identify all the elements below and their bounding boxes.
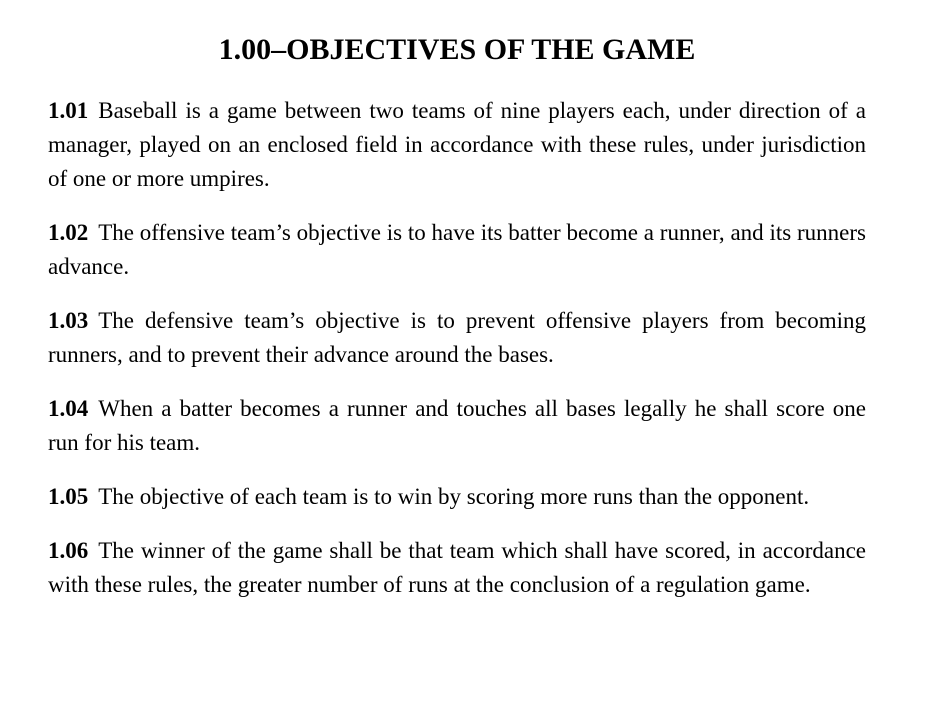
rule-paragraph-1-04 [48, 392, 866, 460]
rule-number: 1.06 [48, 538, 89, 563]
rule-paragraph-1-05 [48, 480, 866, 514]
rule-number: 1.04 [48, 396, 89, 421]
rule-paragraph-1-01 [48, 94, 866, 196]
rule-text: The offensive team’s objective is to have its batter become a runner, and its runners advance. [48, 220, 866, 279]
rule-paragraph-1-06 [48, 534, 866, 602]
rule-paragraph-1-03 [48, 304, 866, 372]
rule-text: The defensive team’s objective is to prevent offensive players from becoming runners, and to prevent their advance around the bases. [48, 308, 866, 367]
rule-text: Baseball is a game between two teams of nine players each, under direction of a manager, played on an enclosed field in accordance with these rules, under jurisdiction of one or more umpires. [48, 98, 866, 191]
rule-text: The objective of each team is to win by scoring more runs than the opponent. [98, 484, 810, 509]
rule-number: 1.05 [48, 484, 89, 509]
rule-number: 1.03 [48, 308, 89, 333]
rule-text: When a batter becomes a runner and touches all bases legally he shall score one run for his team. [48, 396, 866, 455]
rule-text: The winner of the game shall be that team which shall have scored, in accordance with these rules, the greater number of runs at the conclusion of a regulation game. [48, 538, 866, 597]
rule-paragraph-1-02 [48, 216, 866, 284]
rule-number: 1.01 [48, 98, 89, 123]
rule-number: 1.02 [48, 220, 89, 245]
section-title: 1.00–OBJECTIVES OF THE GAME [218, 33, 696, 66]
